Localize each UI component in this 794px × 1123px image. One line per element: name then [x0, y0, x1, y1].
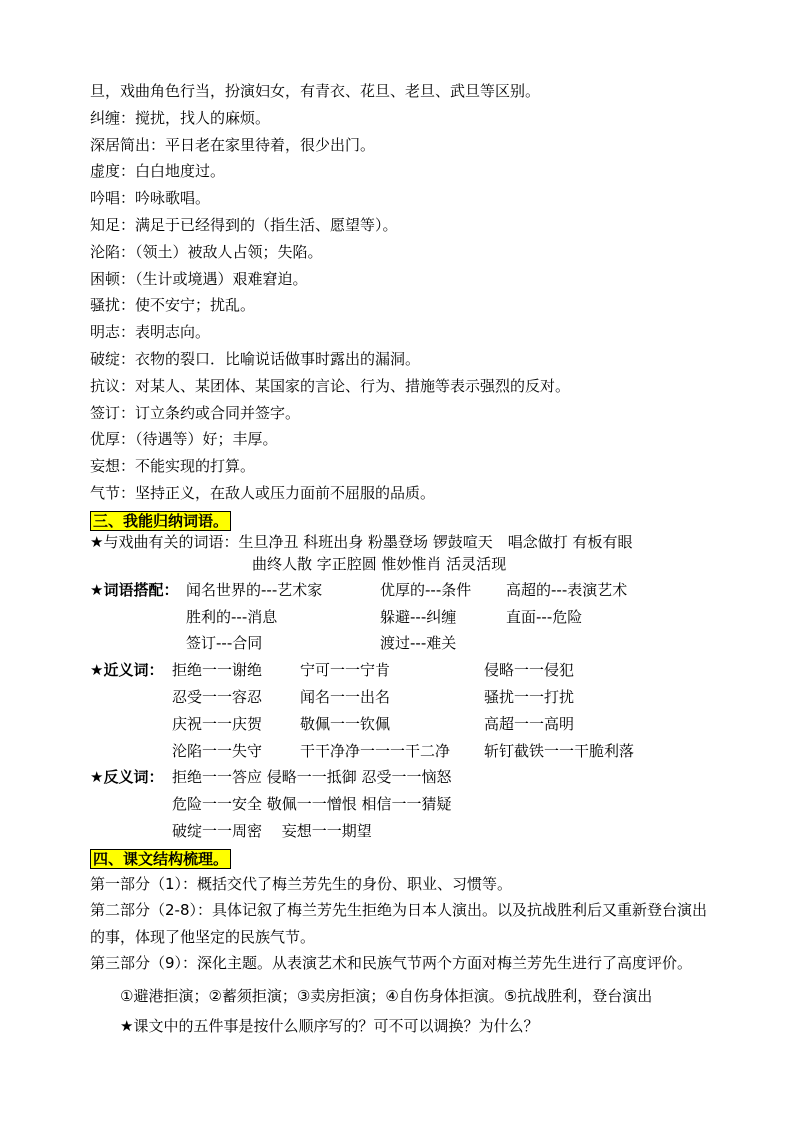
collocation-row	[90, 604, 710, 631]
definition-list	[90, 78, 710, 507]
collocation-cell: 躲避---纠缠	[380, 607, 457, 626]
section-4-heading: 四、课文结构梳理。	[90, 849, 231, 869]
section-3-heading: 三、我能归纳词语。	[90, 511, 231, 531]
collocation-label: ★词语搭配：	[90, 580, 179, 599]
definition-item: 抗议：对某人、某团体、某国家的言论、行为、措施等表示强烈的反对。	[90, 376, 571, 395]
collocation-cell: 高超的---表演艺术	[506, 580, 628, 599]
document-page	[90, 78, 710, 1040]
collocation-cell: 渡过---难关	[380, 634, 457, 653]
definition-item: 签订：订立条约或合同并签字。	[90, 403, 301, 422]
synonym-cell: 骚扰一一打扰	[484, 687, 575, 706]
synonym-cell: 宁可一一宁肯	[300, 661, 391, 680]
opera-words-row-2	[90, 553, 710, 575]
definition-item: 气节：坚持正义，在敌人或压力面前不屈服的品质。	[90, 483, 436, 502]
collocation-cell: 优厚的---条件	[380, 580, 472, 599]
definition-item: 吟唱：吟咏歌唱。	[90, 189, 211, 208]
synonym-cell: 侵略一一侵犯	[484, 661, 575, 680]
part-1: 第一部分（1）：概括交代了梅兰芳先生的身份、职业、习惯等。	[90, 874, 513, 893]
opera-words-line1: 生旦净丑 科班出身 粉墨登场 锣鼓喧天 唱念做打 有板有眼	[238, 532, 633, 551]
synonym-cell: 斩钉截铁一一干脆利落	[484, 741, 635, 760]
collocation-cell: 胜利的---消息	[186, 607, 278, 626]
definition-item: 困顿：（生计或境遇）艰难窘迫。	[90, 269, 308, 288]
antonym-row	[90, 818, 710, 845]
synonym-row	[90, 711, 710, 738]
collocation-row	[90, 577, 710, 604]
synonym-cell: 拒绝一一谢绝	[172, 661, 263, 680]
definition-item: 优厚：（待遇等）好；丰厚。	[90, 430, 278, 449]
definition-item: 虚度：白白地度过。	[90, 162, 226, 181]
part-2: 第二部分（2-8）：具体记叙了梅兰芳先生拒绝为日本人演出。以及抗战胜利后又重新登台演出的事，体现了他坚定的民族气节。	[90, 901, 708, 946]
synonym-row	[90, 684, 710, 711]
synonym-cell: 沦陷一一失守	[172, 741, 263, 760]
collocation-block	[90, 577, 710, 657]
definition-item: 纠缠：搅扰，找人的麻烦。	[90, 108, 271, 127]
opera-words-label: ★与戏曲有关的词语：	[90, 532, 239, 551]
definition-item: 深居简出：平日老在家里待着，很少出门。	[90, 135, 376, 154]
antonym-row	[90, 764, 710, 791]
definition-item: 知足：满足于已经得到的（指生活、愿望等）。	[90, 215, 398, 234]
definition-item: 旦，戏曲角色行当，扮演妇女，有青衣、花旦、老旦、武旦等区别。	[90, 82, 541, 100]
collocation-cell: 直面---危险	[506, 607, 583, 626]
synonym-cell: 敬佩一一钦佩	[300, 714, 391, 733]
synonyms-label: ★近义词：	[90, 661, 164, 680]
antonym-line: 破绽一一周密 妄想一一期望	[172, 821, 372, 840]
synonym-cell: 闻名一一出名	[300, 687, 391, 706]
definition-item: 明志：表明志向。	[90, 323, 211, 342]
antonyms-label: ★反义词：	[90, 768, 164, 787]
definition-item: 沦陷：（领土）被敌人占领；失陷。	[90, 242, 323, 261]
definition-item: 骚扰：使不安宁；扰乱。	[90, 296, 256, 315]
synonym-row	[90, 738, 710, 765]
collocation-cell: 闻名世界的---艺术家	[186, 580, 323, 599]
antonym-line: 拒绝一一答应 侵略一一抵御 忍受一一恼怒	[172, 768, 452, 787]
collocation-cell: 签订---合同	[186, 634, 263, 653]
collocation-row	[90, 630, 710, 657]
definition-item: 破绽：衣物的裂口．比喻说话做事时露出的漏洞。	[90, 349, 421, 368]
events-list: ①避港拒演；②蓄须拒演；③卖房拒演；④自伤身体拒演。⑤抗战胜利，登台演出	[120, 986, 653, 1005]
antonym-block	[90, 764, 710, 844]
synonym-cell: 庆祝一一庆贺	[172, 714, 263, 733]
synonym-cell: 高超一一高明	[484, 714, 575, 733]
synonym-cell: 忍受一一容忍	[172, 687, 263, 706]
question: ★课文中的五件事是按什么顺序写的？可不可以调换？为什么？	[120, 1017, 539, 1036]
synonym-cell: 干干净净一一一干二净	[300, 741, 451, 760]
synonym-block	[90, 657, 710, 764]
antonym-row	[90, 791, 710, 818]
antonym-line: 危险一一安全 敬佩一一憎恨 相信一一猜疑	[172, 795, 452, 814]
synonym-row	[90, 657, 710, 684]
definition-item: 妄想：不能实现的打算。	[90, 457, 256, 476]
part-3: 第三部分（9）：深化主题。从表演艺术和民族气节两个方面对梅兰芳先生进行了高度评价。	[90, 954, 693, 973]
opera-words-row	[90, 531, 710, 553]
opera-words-line2: 曲终人散 字正腔圆 惟妙惟肖 活灵活现	[252, 554, 507, 573]
